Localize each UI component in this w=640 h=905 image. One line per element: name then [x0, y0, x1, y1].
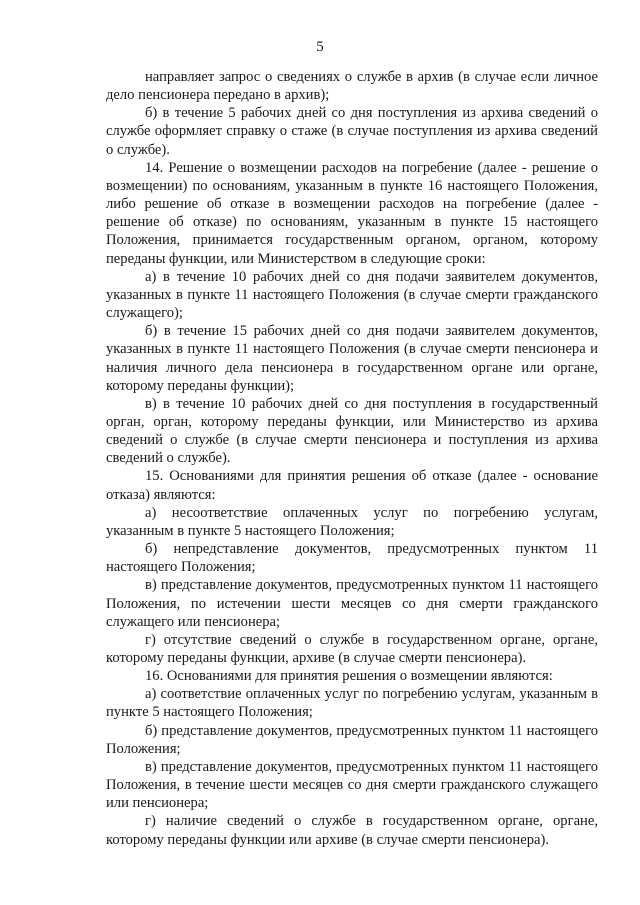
- paragraph-16: 16. Основаниями для принятия решения о возмещении являются:: [145, 668, 553, 685]
- paragraph-14: 14. Решение о возмещении расходов на погребение (далее - решение о возмещении) по основаниям, указанным в пункте 16 настоящего Положения, либо решение об отказе в возмещении расходов на погребение (далее - решение об отказе) по основаниям, указанным в пункте 15 настоящего Положения, принимается государственным органом, органом, которому переданы функции, или Министерством в следующие сроки:: [106, 159, 598, 267]
- paragraph-15-a: а) несоответствие оплаченных услуг по погребению услугам, указанным в пункте 5 настоящего Положения;: [106, 504, 598, 539]
- paragraph-16-a: а) соответствие оплаченных услуг по погребению услугам, указанным в пункте 5 настоящего Положения;: [106, 686, 598, 721]
- document-body: [106, 68, 598, 849]
- paragraph-16-v: в) представление документов, предусмотренных пунктом 11 настоящего Положения, в течение шести месяцев со дня смерти гражданского служащего или пенсионера;: [106, 758, 598, 812]
- paragraph-15-v: в) представление документов, предусмотренных пунктом 11 настоящего Положения, по истечении шести месяцев со дня смерти гражданского служащего или пенсионера;: [106, 577, 598, 630]
- paragraph-continuation: направляет запрос о сведениях о службе в архив (в случае если личное дело пенсионера передано в архив);: [106, 69, 598, 104]
- paragraph-16-b: б) представление документов, предусмотренных пунктом 11 настоящего Положения;: [106, 722, 598, 757]
- paragraph-16-g: г) наличие сведений о службе в государственном органе, органе, которому переданы функции или архиве (в случае смерти пенсионера).: [106, 813, 598, 848]
- paragraph-14-b: б) в течение 15 рабочих дней со дня подачи заявителем документов, указанных в пункте 11 настоящего Положения (в случае смерти пенсионера и наличия личного дела пенсионера в государственном органе или органе, которому переданы функции);: [106, 323, 598, 394]
- paragraph-15: 15. Основаниями для принятия решения об отказе (далее - основание отказа) являются:: [106, 468, 598, 503]
- paragraph-15-g: г) отсутствие сведений о службе в государственном органе, органе, которому переданы функции, архиве (в случае смерти пенсионера).: [106, 631, 598, 666]
- paragraph-14-v: в) в течение 10 рабочих дней со дня поступления в государственный орган, орган, которому переданы функции, или Министерство из архива сведений о службе (в случае смерти пенсионера и поступления из архива сведений о службе).: [106, 395, 598, 467]
- paragraph-13-b: б) в течение 5 рабочих дней со дня поступления из архива сведений о службе оформляет справку о стаже (в случае поступления из архива сведений о службе).: [106, 105, 598, 158]
- page-number: 5: [316, 39, 324, 55]
- paragraph-14-a: а) в течение 10 рабочих дней со дня подачи заявителем документов, указанных в пункте 11 настоящего Положения (в случае смерти гражданского служащего);: [106, 268, 598, 322]
- paragraph-15-b: б) непредставление документов, предусмотренных пунктом 11 настоящего Положения;: [106, 541, 598, 576]
